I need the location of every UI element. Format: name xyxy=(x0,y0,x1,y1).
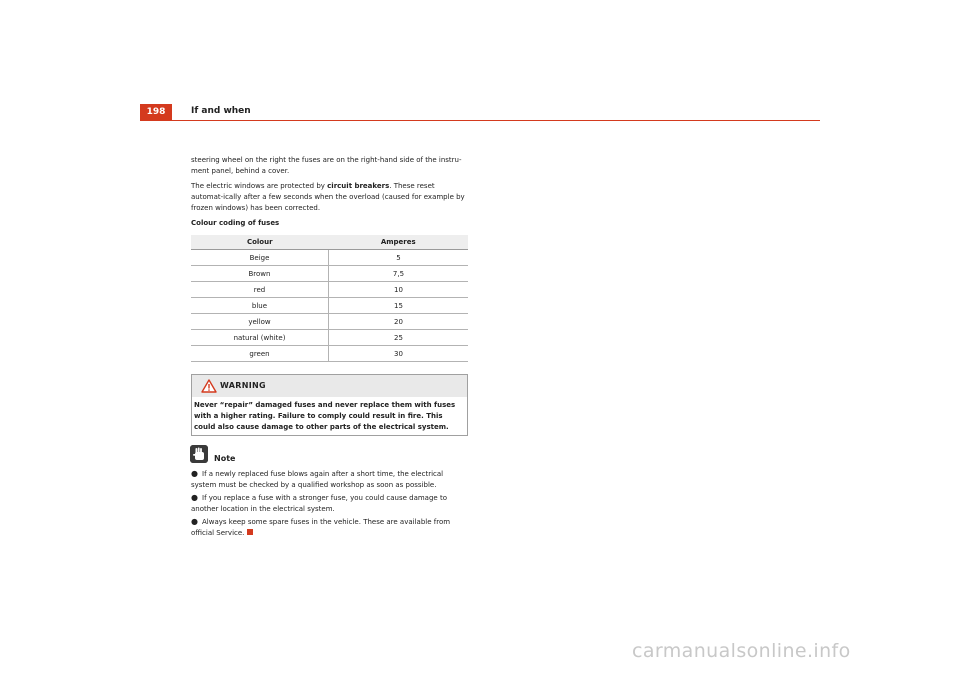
colour-cell: yellow xyxy=(191,314,329,330)
colour-cell: blue xyxy=(191,298,329,314)
note-item xyxy=(191,516,468,539)
warning-box xyxy=(191,374,468,436)
body-paragraph-2 xyxy=(191,181,468,214)
colour-cell: Beige xyxy=(191,250,329,266)
column-header-colour: Colour xyxy=(191,235,329,250)
note-item xyxy=(191,468,468,491)
bullet-icon: ● xyxy=(191,493,198,502)
page-title: If and when xyxy=(191,106,251,116)
para2-prefix: The electric windows are protected by xyxy=(191,182,328,190)
warning-triangle-icon xyxy=(201,379,217,393)
body-paragraph-1: steering wheel on the right the fuses are on the right-hand side of the instru-ment panel, behind a cover. xyxy=(191,156,462,175)
circuit-breakers-term: circuit breakers xyxy=(327,182,390,190)
para2-suffix: . These reset automat-ically after a few seconds when the overload (caused for example by frozen windows) has been corrected. xyxy=(191,182,465,212)
amperes-cell: 15 xyxy=(329,298,469,314)
fuse-colour-table xyxy=(191,235,468,362)
colour-cell: natural (white) xyxy=(191,330,329,346)
note-item xyxy=(191,492,468,515)
note-title: Note xyxy=(214,454,236,463)
colour-cell: Brown xyxy=(191,266,329,282)
table-row xyxy=(191,330,468,346)
table-heading: Colour coding of fuses xyxy=(191,219,280,227)
warning-title: WARNING xyxy=(220,381,266,390)
warning-header xyxy=(192,375,467,397)
note-item-text: If a newly replaced fuse blows again after a short time, the electrical system must be checked by a qualified workshop as soon as possible. xyxy=(191,470,444,489)
column-header-amperes: Amperes xyxy=(329,235,469,250)
table-header-row xyxy=(191,235,468,250)
main-content xyxy=(191,155,468,540)
watermark: carmanualsonline.info xyxy=(632,640,851,662)
amperes-cell: 30 xyxy=(329,346,469,362)
end-of-section-icon xyxy=(247,529,253,535)
note-hand-icon xyxy=(190,445,208,463)
note-item-text: If you replace a fuse with a stronger fuse, you could cause damage to another location in the electrical system. xyxy=(191,494,447,513)
page-number: 198 xyxy=(140,104,172,120)
warning-text: Never “repair” damaged fuses and never replace them with fuses with a higher rating. Failure to comply could result in fire. This could also cause damage to other parts of the electrical system. xyxy=(194,401,456,431)
page-header xyxy=(140,104,820,121)
colour-cell: green xyxy=(191,346,329,362)
amperes-cell: 25 xyxy=(329,330,469,346)
note-header xyxy=(191,446,468,466)
table-row xyxy=(191,314,468,330)
amperes-cell: 5 xyxy=(329,250,469,266)
table-row xyxy=(191,266,468,282)
table-row xyxy=(191,298,468,314)
table-row xyxy=(191,346,468,362)
bullet-icon: ● xyxy=(191,517,198,526)
colour-cell: red xyxy=(191,282,329,298)
bullet-icon: ● xyxy=(191,469,198,478)
table-row xyxy=(191,250,468,266)
amperes-cell: 10 xyxy=(329,282,469,298)
table-row xyxy=(191,282,468,298)
note-item-text: Always keep some spare fuses in the vehicle. These are available from official Service. xyxy=(191,518,451,537)
amperes-cell: 7,5 xyxy=(329,266,469,282)
amperes-cell: 20 xyxy=(329,314,469,330)
